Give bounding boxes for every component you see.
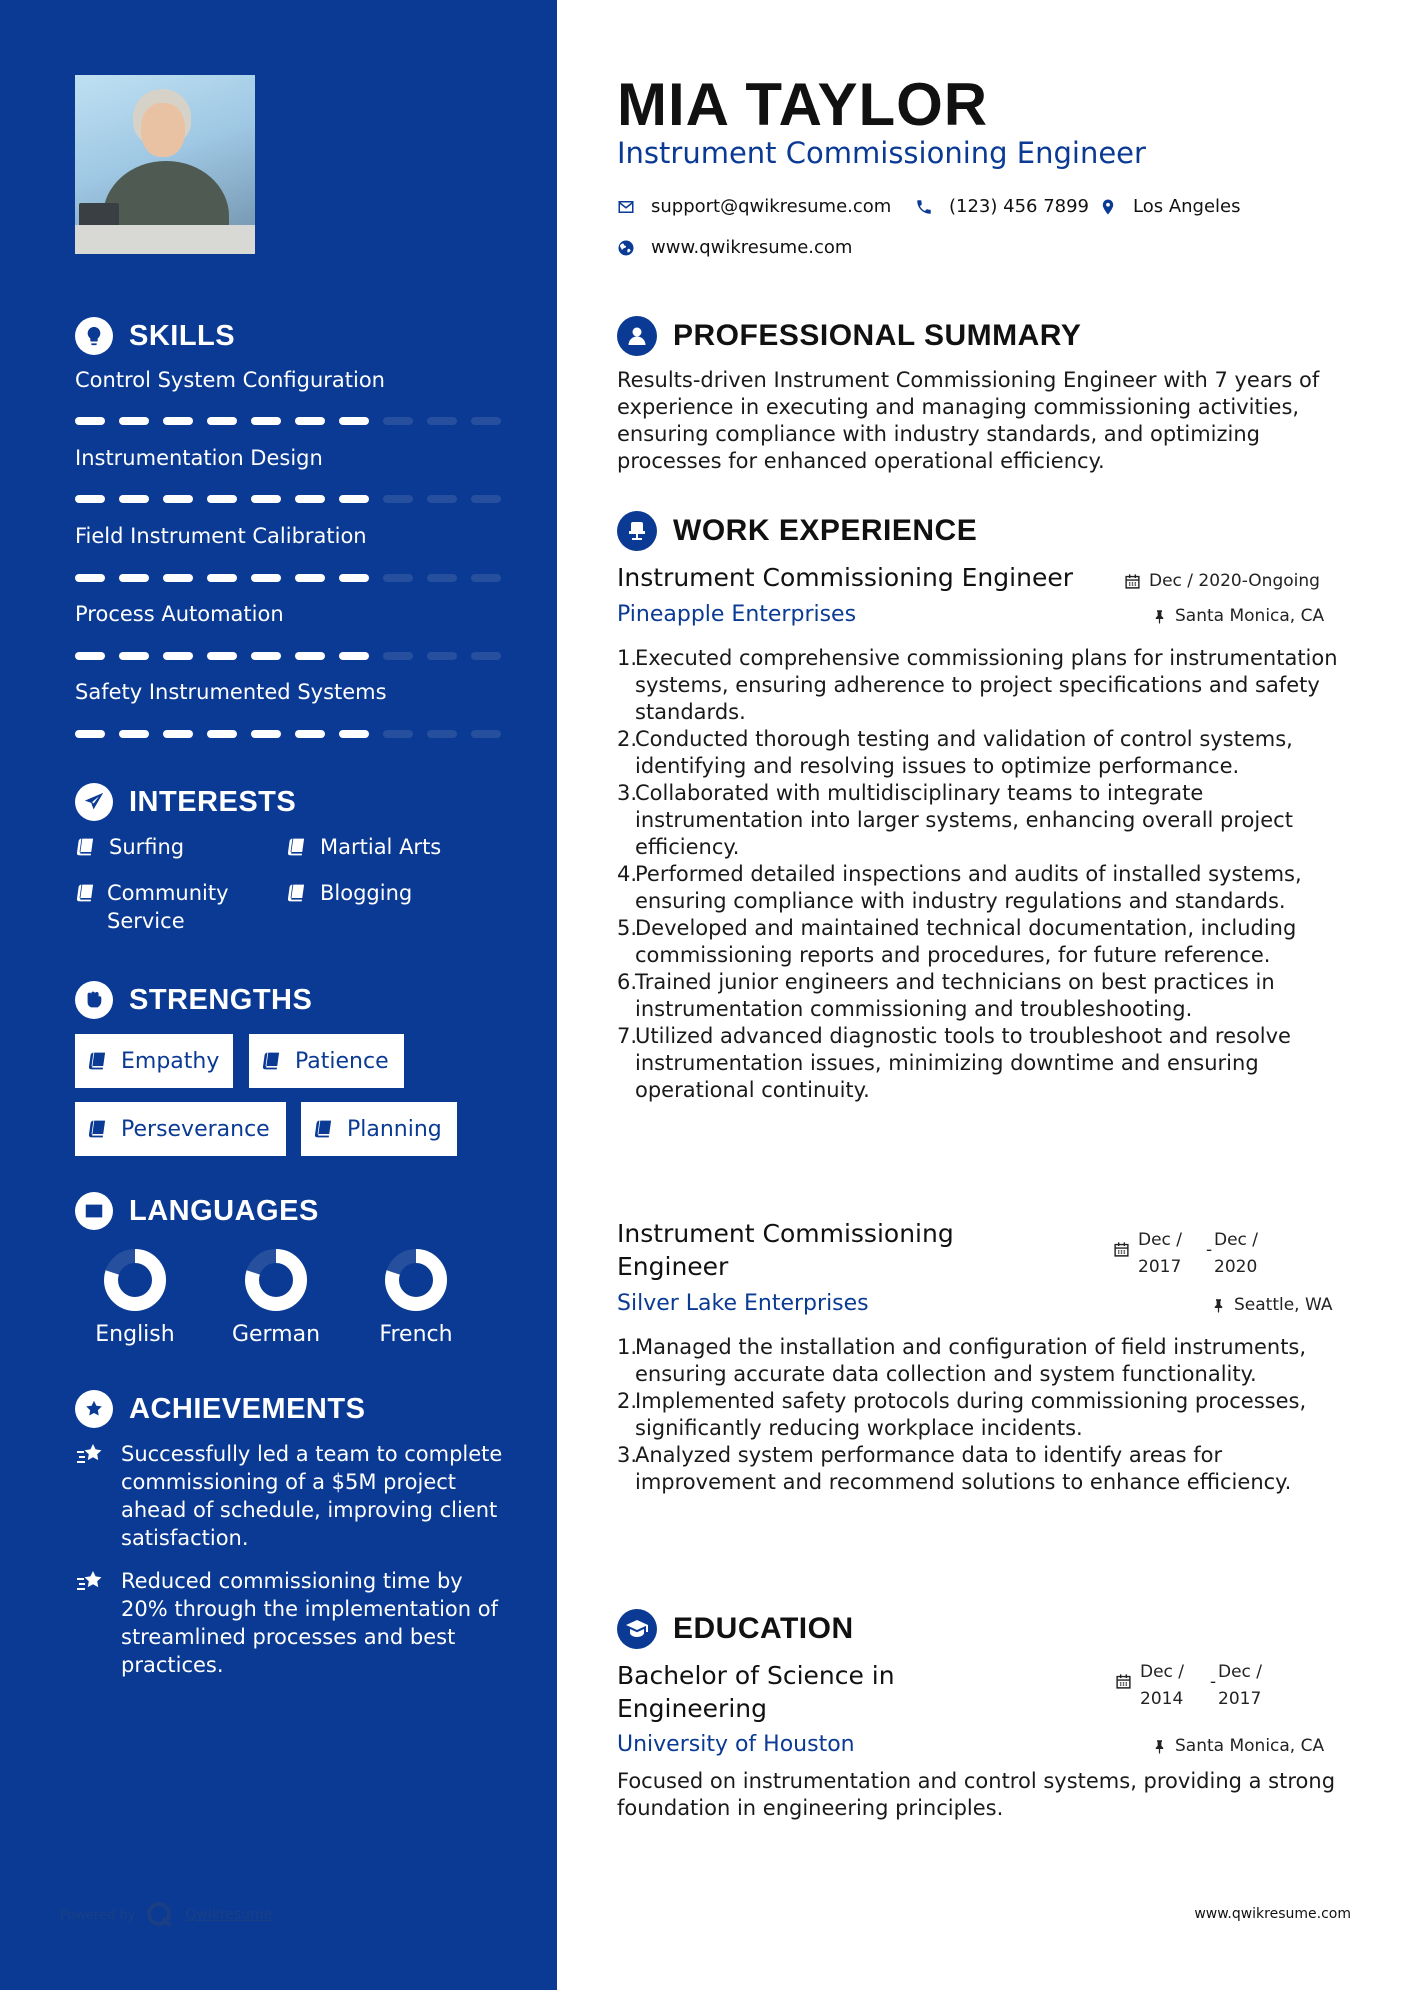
skill-dash bbox=[339, 652, 369, 660]
strength-label: Perseverance bbox=[121, 1116, 270, 1142]
skill-dash bbox=[427, 574, 457, 582]
skill-dash bbox=[251, 652, 281, 660]
bullet-text: Executed comprehensive commissioning plans for instrumentation systems, ensuring adherence to project specifications and safety standards. bbox=[635, 646, 1338, 724]
job-date-end: Dec / 2020 bbox=[1214, 1230, 1259, 1277]
powered-by bbox=[60, 1900, 272, 1930]
interest-label: Martial Arts bbox=[320, 835, 442, 859]
location-text: Los Angeles bbox=[1133, 196, 1241, 217]
skill-dash bbox=[471, 417, 501, 425]
bullet-item bbox=[617, 969, 1357, 1023]
calendar-icon bbox=[1115, 1673, 1132, 1690]
skill-dash bbox=[383, 730, 413, 738]
profile-photo bbox=[75, 75, 255, 254]
calendar-icon bbox=[1124, 573, 1141, 590]
bullet-number: 6. bbox=[617, 970, 638, 994]
skill-dash bbox=[163, 495, 193, 503]
bullet-item bbox=[617, 861, 1357, 915]
skill-dash bbox=[75, 417, 105, 425]
job-bullets bbox=[617, 645, 1357, 1104]
bullet-number: 2. bbox=[617, 727, 638, 751]
job-date-start: Dec / 2017 bbox=[1138, 1230, 1183, 1277]
candidate-name: MIA TAYLOR bbox=[617, 71, 989, 138]
skill-dash bbox=[207, 574, 237, 582]
book-icon bbox=[75, 833, 97, 861]
paper-plane-icon bbox=[75, 783, 113, 821]
achievement-text: Reduced commissioning time by 20% through the implementation of streamlined processes and best practices. bbox=[121, 1569, 498, 1677]
fist-icon bbox=[75, 981, 113, 1019]
skill-dash bbox=[207, 495, 237, 503]
qwikresume-link[interactable]: Qwikresume bbox=[185, 1907, 273, 1923]
education-date-sep: - bbox=[1210, 1672, 1217, 1692]
bullet-number: 4. bbox=[617, 862, 638, 886]
job-location bbox=[1211, 1295, 1333, 1315]
skill-dash bbox=[251, 730, 281, 738]
interest-label: Blogging bbox=[320, 881, 413, 905]
bullet-text: Implemented safety protocols during commissioning processes, significantly reducing workplace incidents. bbox=[635, 1389, 1307, 1440]
interests-title: INTERESTS bbox=[129, 785, 297, 818]
strengths-heading bbox=[75, 981, 312, 1019]
language-name: English bbox=[95, 1322, 175, 1347]
achievements-title: ACHIEVEMENTS bbox=[129, 1392, 366, 1425]
skill-rating bbox=[75, 495, 501, 503]
skills-title: SKILLS bbox=[129, 319, 236, 352]
skill-dash bbox=[207, 417, 237, 425]
map-pin-icon bbox=[1099, 198, 1117, 216]
thumbtack-icon bbox=[1211, 1297, 1226, 1314]
job-date-text: Dec / 2020-Ongoing bbox=[1149, 571, 1320, 591]
strength-tag bbox=[75, 1034, 233, 1088]
skill-dash bbox=[163, 574, 193, 582]
skill-dash bbox=[427, 495, 457, 503]
contact-phone[interactable] bbox=[915, 196, 1089, 217]
language-proficiency-ring bbox=[244, 1248, 308, 1312]
skill-name: Field Instrument Calibration bbox=[75, 524, 367, 548]
skill-dash bbox=[75, 730, 105, 738]
language-proficiency-ring bbox=[384, 1248, 448, 1312]
skill-rating bbox=[75, 730, 501, 738]
interest-item bbox=[286, 833, 441, 861]
interest-item bbox=[286, 879, 412, 907]
skill-dash bbox=[383, 652, 413, 660]
skill-dash bbox=[427, 730, 457, 738]
education-heading bbox=[617, 1609, 854, 1649]
skill-dash bbox=[471, 652, 501, 660]
achievement-item bbox=[75, 1440, 515, 1552]
bullet-number: 1. bbox=[617, 646, 638, 670]
skill-dash bbox=[471, 495, 501, 503]
summary-text: Results-driven Instrument Commissioning Engineer with 7 years of experience in executing and managing commissioning activities, ensuring compliance with industry standards, and optimizing processes for enhanced operational efficiency. bbox=[617, 368, 1320, 473]
skill-dash bbox=[119, 417, 149, 425]
skill-dash bbox=[207, 730, 237, 738]
phone-text: (123) 456 7899 bbox=[949, 196, 1090, 217]
skill-dash bbox=[251, 495, 281, 503]
skill-dash bbox=[427, 652, 457, 660]
skill-dash bbox=[119, 730, 149, 738]
job-title: Instrument Commissioning Engineer bbox=[617, 563, 1073, 592]
book-icon bbox=[87, 1051, 107, 1071]
languages-title: LANGUAGES bbox=[129, 1194, 319, 1227]
skill-name: Safety Instrumented Systems bbox=[75, 680, 387, 704]
education-location bbox=[1152, 1736, 1324, 1756]
website-text: www.qwikresume.com bbox=[651, 237, 853, 258]
skill-dash bbox=[251, 417, 281, 425]
education-date-start: Dec / 2014 bbox=[1140, 1662, 1185, 1709]
interest-label: Community Service bbox=[107, 881, 229, 933]
interests-heading bbox=[75, 783, 296, 821]
envelope-icon bbox=[617, 198, 635, 216]
skill-dash bbox=[383, 417, 413, 425]
book-icon bbox=[286, 879, 308, 907]
company-name: Silver Lake Enterprises bbox=[617, 1291, 869, 1316]
bullet-number: 3. bbox=[617, 781, 638, 805]
phone-icon bbox=[915, 198, 933, 216]
book-icon bbox=[286, 833, 308, 861]
bullet-text: Utilized advanced diagnostic tools to troubleshoot and resolve instrumentation issues, minimizing downtime and ensuring operational continuity. bbox=[635, 1024, 1291, 1102]
bullet-number: 3. bbox=[617, 1443, 638, 1467]
bullet-item bbox=[617, 1023, 1357, 1104]
school-name: University of Houston bbox=[617, 1732, 855, 1757]
bullet-text: Conducted thorough testing and validation of control systems, identifying and resolving issues to optimize performance. bbox=[635, 727, 1293, 778]
skill-dash bbox=[295, 417, 325, 425]
skill-dash bbox=[339, 417, 369, 425]
summary-heading bbox=[617, 316, 1081, 356]
skill-dash bbox=[75, 652, 105, 660]
bullet-number: 5. bbox=[617, 916, 638, 940]
job-bullets bbox=[617, 1334, 1357, 1496]
company-name: Pineapple Enterprises bbox=[617, 602, 857, 627]
shooting-star-icon bbox=[75, 1567, 107, 1679]
thumbtack-icon bbox=[1152, 1738, 1167, 1755]
job-date bbox=[1113, 1227, 1282, 1281]
skills-heading bbox=[75, 317, 235, 355]
bullet-text: Developed and maintained technical documentation, including commissioning reports and procedures, for future reference. bbox=[635, 916, 1297, 967]
strength-tag bbox=[75, 1102, 286, 1156]
bullet-item bbox=[617, 1442, 1357, 1496]
job-location bbox=[1152, 606, 1324, 626]
skill-rating bbox=[75, 417, 501, 425]
skill-rating bbox=[75, 574, 501, 582]
user-icon bbox=[617, 316, 657, 356]
education-text: Focused on instrumentation and control systems, providing a strong foundation in engineering principles. bbox=[617, 1769, 1336, 1820]
contact-website[interactable] bbox=[617, 237, 852, 258]
languages-heading bbox=[75, 1192, 319, 1230]
skill-name: Process Automation bbox=[75, 602, 284, 626]
strength-tag bbox=[249, 1034, 404, 1088]
skill-dash bbox=[471, 730, 501, 738]
strength-label: Planning bbox=[347, 1116, 442, 1142]
skill-dash bbox=[75, 495, 105, 503]
skill-dash bbox=[339, 730, 369, 738]
bullet-text: Analyzed system performance data to identify areas for improvement and recommend solutions to enhance efficiency. bbox=[635, 1443, 1292, 1494]
bullet-number: 7. bbox=[617, 1024, 638, 1048]
skill-dash bbox=[163, 417, 193, 425]
achievement-text: Successfully led a team to complete commissioning of a $5M project ahead of schedule, improving client satisfaction. bbox=[121, 1442, 503, 1550]
achievement-item bbox=[75, 1567, 515, 1679]
candidate-role: Instrument Commissioning Engineer bbox=[617, 136, 1146, 170]
thumbtack-icon bbox=[1152, 608, 1167, 625]
qwikresume-logo-icon bbox=[145, 1900, 175, 1930]
bullet-number: 1. bbox=[617, 1335, 638, 1359]
bullet-text: Collaborated with multidisciplinary teams to integrate instrumentation into larger systems, enhancing overall project efficiency. bbox=[635, 781, 1293, 859]
bullet-item bbox=[617, 1388, 1357, 1442]
office-chair-icon bbox=[617, 511, 657, 551]
bullet-text: Performed detailed inspections and audits of installed systems, ensuring compliance with industry regulations and standards. bbox=[635, 862, 1302, 913]
skill-dash bbox=[295, 652, 325, 660]
language-item bbox=[75, 1248, 195, 1347]
skill-dash bbox=[383, 495, 413, 503]
experience-title: WORK EXPERIENCE bbox=[673, 514, 978, 547]
book-icon bbox=[75, 879, 95, 907]
contact-email[interactable] bbox=[617, 196, 891, 217]
language-name: German bbox=[231, 1322, 321, 1347]
strength-label: Empathy bbox=[121, 1048, 220, 1074]
achievements-heading bbox=[75, 1390, 365, 1428]
bullet-item bbox=[617, 780, 1357, 861]
skill-dash bbox=[119, 495, 149, 503]
footer-website[interactable]: www.qwikresume.com bbox=[1194, 1906, 1351, 1922]
skill-dash bbox=[207, 652, 237, 660]
skill-dash bbox=[339, 495, 369, 503]
skill-dash bbox=[295, 730, 325, 738]
bullet-item bbox=[617, 645, 1357, 726]
education-location-text: Santa Monica, CA bbox=[1175, 1736, 1325, 1756]
skill-dash bbox=[163, 652, 193, 660]
powered-by-label: Powered by bbox=[60, 1907, 136, 1923]
book-icon bbox=[261, 1051, 281, 1071]
skill-name: Instrumentation Design bbox=[75, 446, 323, 470]
language-item bbox=[356, 1248, 476, 1347]
education-title: EDUCATION bbox=[673, 1612, 854, 1645]
job-location-text: Seattle, WA bbox=[1234, 1295, 1333, 1315]
strength-label: Patience bbox=[295, 1048, 389, 1074]
skill-name: Control System Configuration bbox=[75, 368, 385, 392]
bullet-item bbox=[617, 915, 1357, 969]
book-icon bbox=[87, 1119, 107, 1139]
strength-tag bbox=[301, 1102, 457, 1156]
sidebar bbox=[0, 0, 557, 1990]
achievement-star-icon bbox=[75, 1390, 113, 1428]
job-date-sep: - bbox=[1206, 1240, 1213, 1260]
interest-label: Surfing bbox=[109, 835, 185, 859]
skill-rating bbox=[75, 652, 501, 660]
language-item bbox=[216, 1248, 336, 1347]
bullet-item bbox=[617, 726, 1357, 780]
language-name: French bbox=[379, 1322, 453, 1347]
degree-title: Bachelor of Science in Engineering bbox=[617, 1661, 895, 1723]
globe-icon bbox=[617, 239, 635, 257]
education-date-end: Dec / 2017 bbox=[1218, 1662, 1263, 1709]
experience-heading bbox=[617, 511, 977, 551]
skill-dash bbox=[295, 574, 325, 582]
skill-dash bbox=[251, 574, 281, 582]
skill-dash bbox=[295, 495, 325, 503]
language-proficiency-ring bbox=[103, 1248, 167, 1312]
calendar-icon bbox=[1113, 1241, 1130, 1258]
skill-dash bbox=[75, 574, 105, 582]
job-location-text: Santa Monica, CA bbox=[1175, 606, 1325, 626]
lightbulb-icon bbox=[75, 317, 113, 355]
strengths-title: STRENGTHS bbox=[129, 983, 313, 1016]
interest-item bbox=[75, 833, 184, 861]
email-text: support@qwikresume.com bbox=[651, 196, 892, 217]
bullet-text: Trained junior engineers and technicians on best practices in instrumentation commissioning and troubleshooting. bbox=[635, 970, 1275, 1021]
bullet-item bbox=[617, 1334, 1357, 1388]
skill-dash bbox=[383, 574, 413, 582]
bullet-number: 2. bbox=[617, 1389, 638, 1413]
skill-dash bbox=[119, 652, 149, 660]
language-icon bbox=[75, 1192, 113, 1230]
bullet-text: Managed the installation and configuration of field instruments, ensuring accurate data collection and system functionality. bbox=[635, 1335, 1307, 1386]
job-title: Instrument Commissioning Engineer bbox=[617, 1219, 954, 1281]
book-icon bbox=[313, 1119, 333, 1139]
main-content bbox=[557, 0, 1407, 1990]
shooting-star-icon bbox=[75, 1440, 107, 1552]
job-date bbox=[1124, 571, 1320, 591]
summary-title: PROFESSIONAL SUMMARY bbox=[673, 319, 1082, 352]
education-date bbox=[1115, 1659, 1286, 1713]
interest-item bbox=[75, 879, 265, 935]
skill-dash bbox=[119, 574, 149, 582]
skill-dash bbox=[471, 574, 501, 582]
skill-dash bbox=[163, 730, 193, 738]
contact-location bbox=[1099, 196, 1241, 217]
skill-dash bbox=[339, 574, 369, 582]
skill-dash bbox=[427, 417, 457, 425]
graduation-cap-icon bbox=[617, 1609, 657, 1649]
